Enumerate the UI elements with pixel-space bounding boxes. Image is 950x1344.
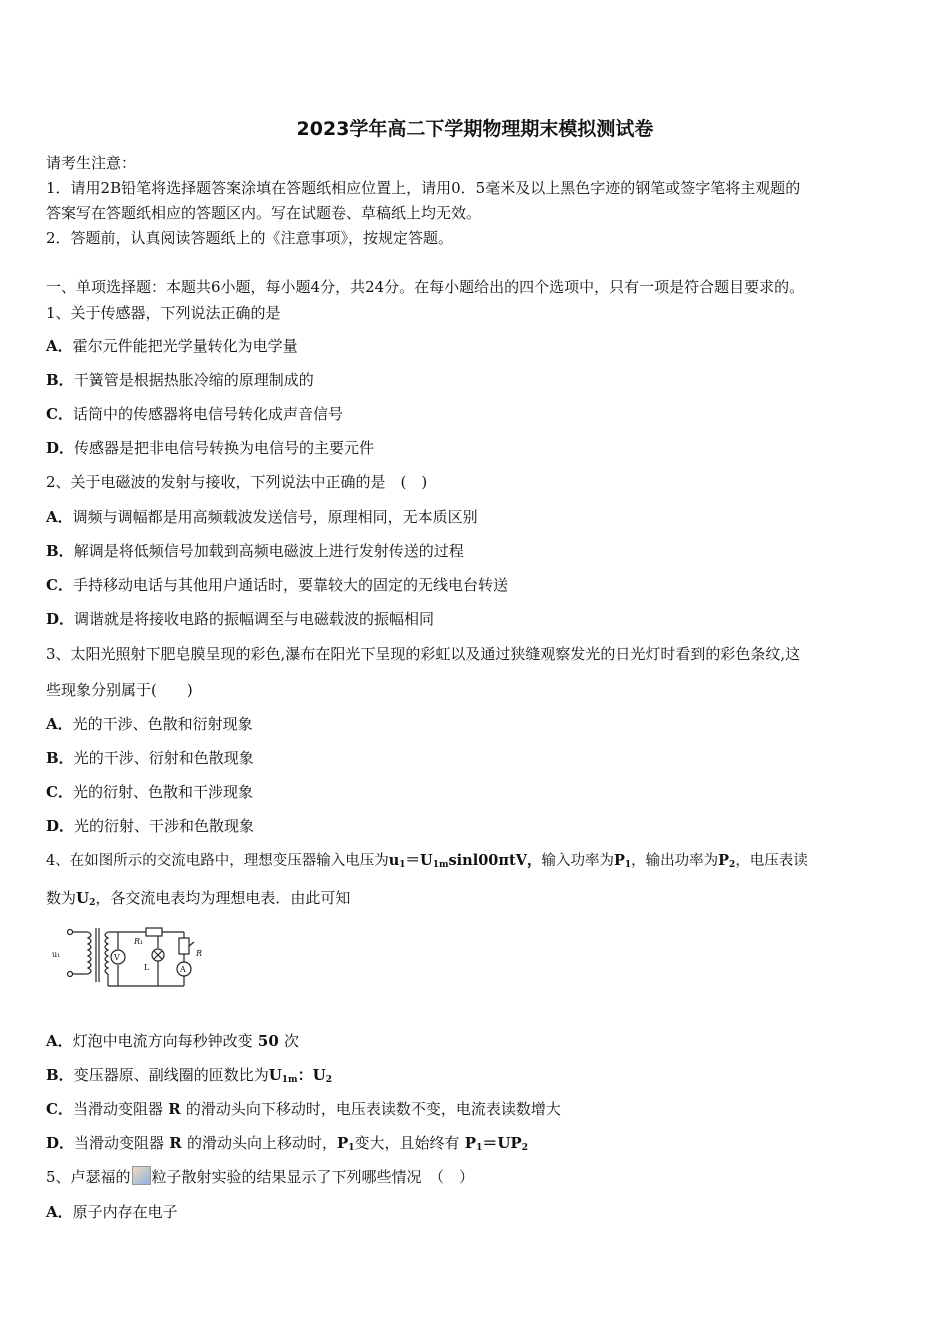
page-title: 2023学年高二下学期物理期末模拟测试卷 [296, 118, 654, 140]
option-text: 调频与调幅都是用高频载波发送信号，原理相同，无本质区别 [72, 508, 478, 526]
option-letter: A． [46, 337, 73, 355]
q4-stem-1: 4、在如图所示的交流电路中，理想变压器输入电压为$u_1=U_{1m}\sin l00\pi tV$，输入功率为$P_1$，输出功率为$P_2$，电压表读 [46, 852, 808, 870]
label-r: R [196, 949, 203, 958]
option-letter: B． [46, 1066, 74, 1084]
q1-option-a [46, 335, 298, 356]
label-r1: R₁ [134, 937, 144, 946]
q3-option-d [46, 815, 254, 836]
q2-option-a [46, 506, 478, 527]
q1-option-b [46, 369, 314, 390]
option-letter: D． [46, 1134, 75, 1152]
q2-stem: 2、关于电磁波的发射与接收，下列说法中正确的是 ( ) [46, 473, 428, 491]
option-letter: A． [46, 1032, 73, 1050]
option-text: 光的衍射、色散和干涉现象 [72, 783, 253, 801]
circuit-diagram [48, 924, 218, 990]
option-letter: B． [46, 542, 74, 560]
q4-option-d: D．当滑动变阻器 R 的滑动头向上移动时，$P_1$变大，且始终有 $P_1=UP_2$ [46, 1134, 528, 1153]
q4-option-c: C．当滑动变阻器 R 的滑动头向下移动时，电压表读数不变，电流表读数增大 [46, 1100, 561, 1118]
alpha-image-icon [132, 1166, 151, 1185]
q1-stem: 1、关于传感器，下列说法正确的是 [46, 304, 281, 322]
label-a: A [180, 965, 186, 974]
q1-option-c [46, 403, 343, 424]
notice-heading: 请考生注意： [46, 154, 137, 172]
option-letter: A． [46, 508, 73, 526]
notice-line-1a: 1．请用2B铅笔将选择题答案涂填在答题纸相应位置上，请用0．5毫米及以上黑色字迹的钢笔或签字笔将主观题的 [46, 179, 801, 197]
q5-stem: 5、卢瑟福的 粒子散射实验的结果显示了下列哪些情况 （ ） [46, 1168, 475, 1186]
option-letter: C． [46, 576, 73, 594]
q2-option-d [46, 608, 434, 629]
section-heading: 一、单项选择题：本题共6小题，每小题4分，共24分。在每小题给出的四个选项中，只有一项是符合题目要求的。 [46, 278, 805, 296]
q4-stem-2: 数为$U_2$，各交流电表均为理想电表．由此可知 [46, 889, 351, 908]
q4-option-a: A．灯泡中电流方向每秒钟改变 50 次 [46, 1032, 300, 1050]
option-letter: B． [46, 371, 74, 389]
option-letter: D． [46, 817, 75, 835]
label-u1: u₁ [52, 950, 61, 959]
option-text: 光的干涉、色散和衍射现象 [72, 715, 253, 733]
q3-option-a [46, 713, 253, 734]
option-text: 光的干涉、衍射和色散现象 [73, 749, 254, 767]
q3-option-c [46, 781, 253, 802]
q1-option-d [46, 437, 374, 458]
q3-stem-1: 3、太阳光照射下肥皂膜呈现的彩色,瀑布在阳光下呈现的彩虹以及通过狭缝观察发光的日光灯时看到的彩色条纹,这 [46, 645, 801, 663]
notice-line-1b: 答案写在答题纸相应的答题区内。写在试题卷、草稿纸上均无效。 [46, 204, 482, 222]
option-letter: C． [46, 783, 73, 801]
option-letter: C． [46, 1100, 73, 1118]
option-letter: D． [46, 610, 75, 628]
notice-line-2: 2．答题前，认真阅读答题纸上的《注意事项》，按规定答题。 [46, 229, 454, 247]
q4-option-b: B．变压器原、副线圈的匝数比为$U_{1m}$：$U_2$ [46, 1066, 332, 1085]
option-letter: D． [46, 439, 75, 457]
option-letter: A． [46, 715, 73, 733]
option-text: 手持移动电话与其他用户通话时，要靠较大的固定的无线电台转送 [72, 576, 508, 594]
option-text: 话筒中的传感器将电信号转化成声音信号 [72, 405, 343, 423]
q3-stem-2: 些现象分别属于( ) [46, 681, 193, 699]
option-text: 解调是将低频信号加载到高频电磁波上进行发射传送的过程 [73, 542, 464, 560]
option-text: 干簧管是根据热胀冷缩的原理制成的 [73, 371, 314, 389]
option-text: 光的衍射、干涉和色散现象 [74, 817, 255, 835]
q5-option-a [46, 1201, 178, 1222]
option-letter: B． [46, 749, 74, 767]
q2-option-b [46, 540, 464, 561]
q2-option-c [46, 574, 508, 595]
option-letter: C． [46, 405, 73, 423]
option-text: 传感器是把非电信号转换为电信号的主要元件 [74, 439, 375, 457]
label-v: V [114, 953, 120, 962]
option-letter: A． [46, 1203, 73, 1221]
option-text: 调谐就是将接收电路的振幅调至与电磁载波的振幅相同 [74, 610, 435, 628]
option-text: 霍尔元件能把光学量转化为电学量 [72, 337, 298, 355]
option-text: 原子内存在电子 [72, 1203, 178, 1221]
q3-option-b [46, 747, 254, 768]
label-l: L [144, 963, 150, 972]
